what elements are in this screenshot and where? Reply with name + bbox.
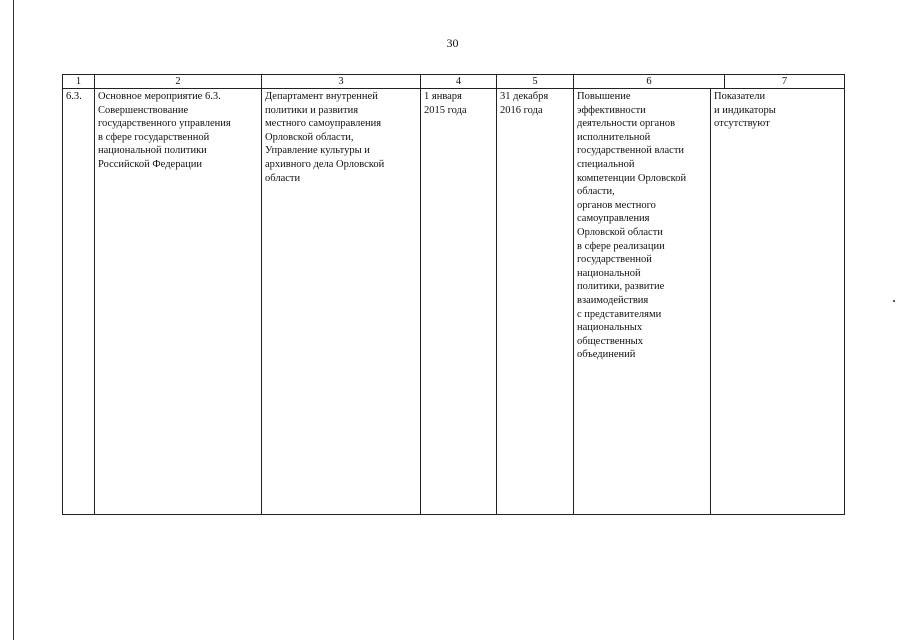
column-number-4: 4: [421, 75, 497, 89]
column-number-row: [63, 75, 845, 89]
page-number: 30: [446, 36, 459, 50]
start-date-cell: 1 января 2015 года: [421, 89, 497, 515]
end-date-cell: 31 декабря 2016 года: [497, 89, 574, 515]
column-number-5: 5: [497, 75, 574, 89]
column-number-2: 2: [95, 75, 262, 89]
scan-edge-line: [13, 0, 14, 640]
measures-table: [62, 74, 845, 515]
executor-cell: Департамент внутренней политики и развития местного самоуправления Орловской области, Управление культуры и архивного дела Орловской области: [262, 89, 421, 515]
indicators-cell: Показатели и индикаторы отсутствуют: [711, 89, 845, 515]
table-row: [63, 89, 845, 515]
event-name-cell: Основное мероприятие 6.3. Совершенствование государственного управления в сфере государственной национальной политики Российской Федерации: [95, 89, 262, 515]
column-number-1: 1: [63, 75, 95, 89]
expected-result-cell: Повышение эффективности деятельности органов исполнительной государственной власти специальной компетенции Орловской области, органов местного самоуправления Орловской области в сфере реализации государственной национальной политики, развитие взаимодействия с представителями национальных общественных объединений: [574, 89, 711, 515]
column-number-6: 6: [574, 75, 725, 88]
column-number-6-7-cell: [574, 75, 845, 89]
row-number-cell: 6.3.: [63, 89, 95, 515]
column-number-3: 3: [262, 75, 421, 89]
column-number-7: 7: [781, 76, 788, 87]
scan-speck: [893, 300, 895, 302]
